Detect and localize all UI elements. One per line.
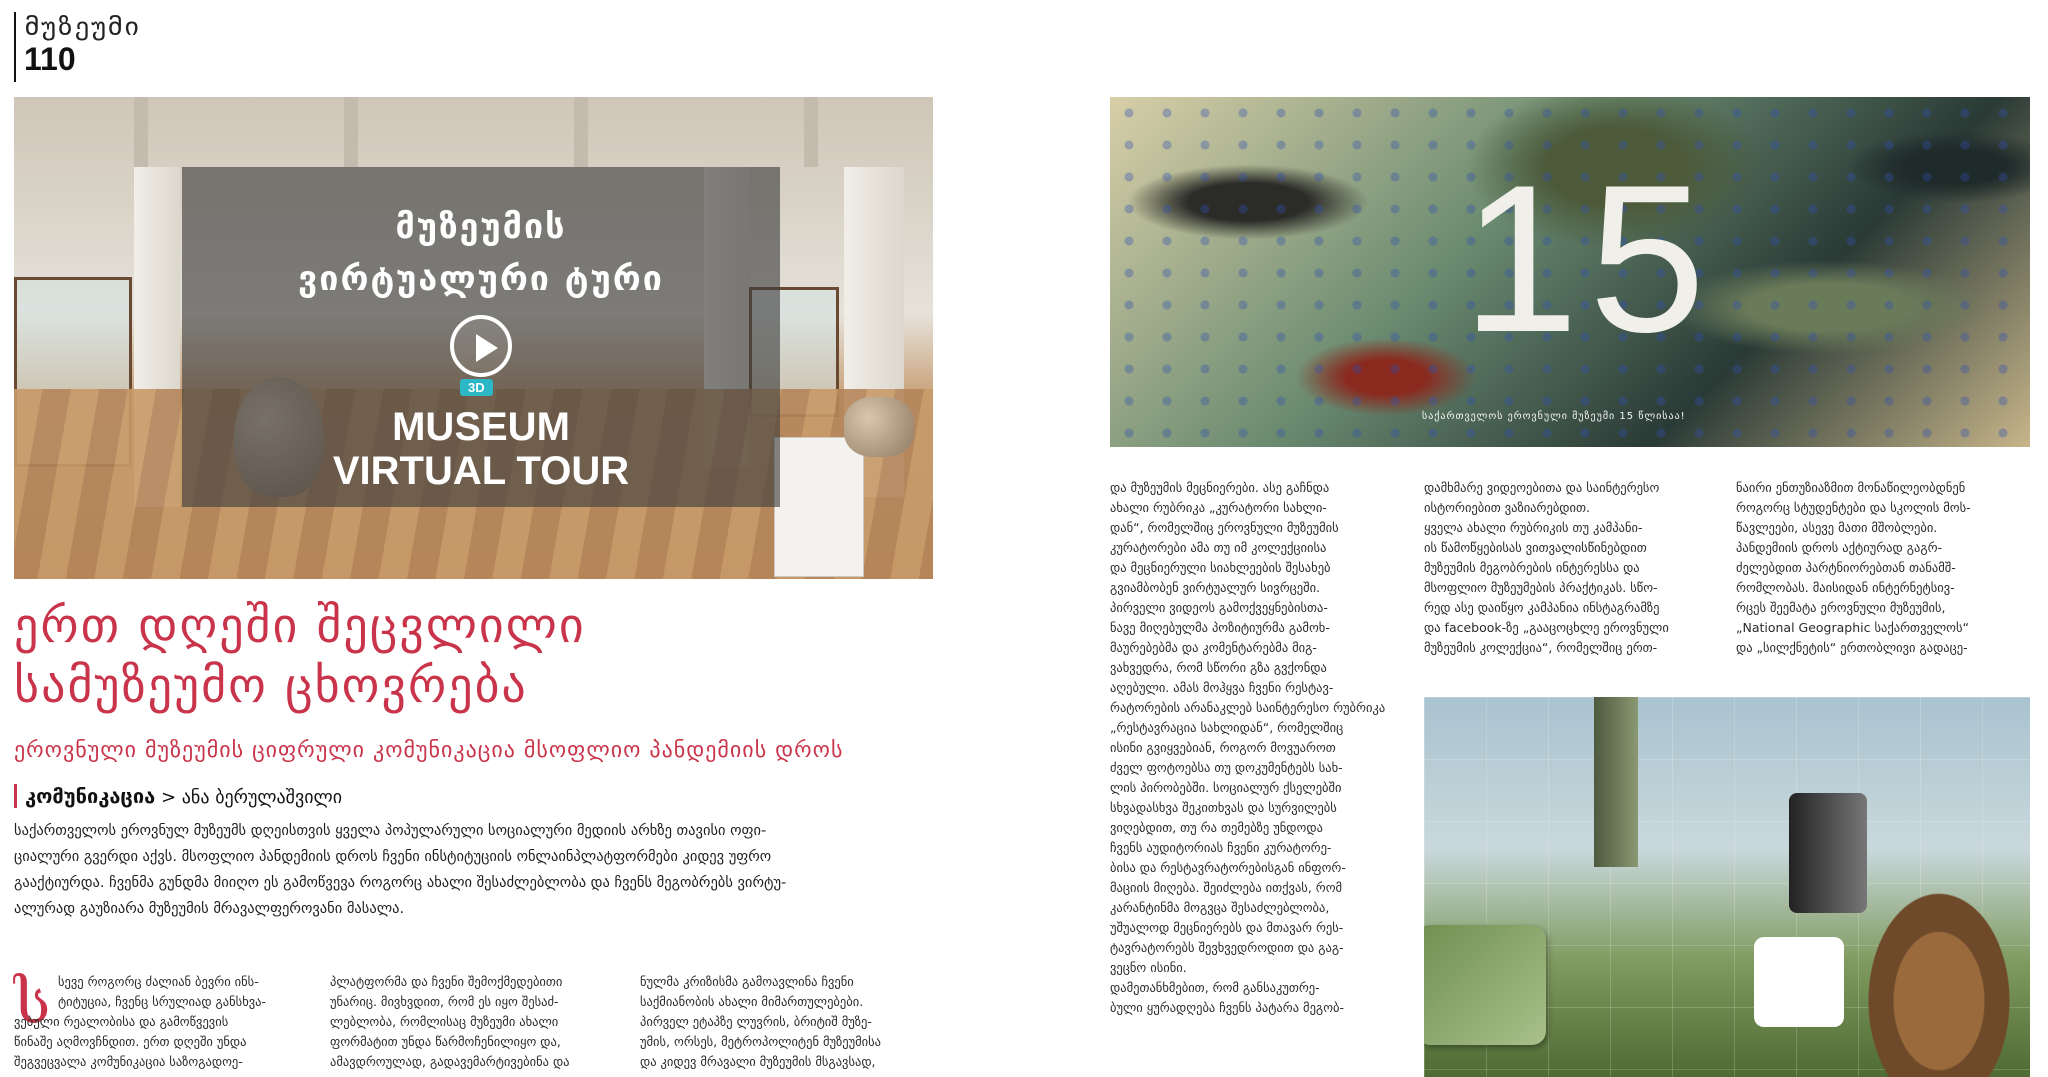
body-column-3 bbox=[640, 972, 932, 1072]
drop-cap: ს bbox=[14, 968, 51, 1038]
play-icon[interactable] bbox=[450, 315, 512, 377]
text-line: ტიტუცია, ჩვენც სრულიად განსხვა- bbox=[58, 994, 266, 1009]
text-line: სევე როგორც ძალიან ბევრი ინს- bbox=[58, 974, 259, 989]
text-line: დან“, რომელშიც ეროვნული მუზეუმის bbox=[1110, 520, 1339, 535]
text-line: როგორც სტუდენტები და სკოლის მოს- bbox=[1736, 500, 1971, 515]
body-column-1 bbox=[14, 972, 308, 1072]
text-line: ისტორიებით ვაზიარებდით. bbox=[1424, 500, 1590, 515]
virtual-tour-overlay[interactable] bbox=[182, 167, 780, 507]
text-line: ის წამოწყებისას ვითვალისწინებდით bbox=[1424, 540, 1647, 555]
text-line: და კიდევ მრავალი მუზეუმის მსგავსად, bbox=[640, 1054, 876, 1069]
anniversary-artwork bbox=[1110, 97, 2030, 447]
text-line: ნაირი ენთუზიაზმით მონაწილეობდნენ bbox=[1736, 480, 1966, 495]
text-line: ძელებდით პარტნიორებთან თანამშ- bbox=[1736, 560, 1956, 575]
section-name: მუზეუმი bbox=[24, 12, 141, 42]
text-line: პლატფორმა და ჩვენი შემოქმედებითი bbox=[330, 974, 563, 989]
text-line: საქმიანობის ახალი მიმართულებები. bbox=[640, 994, 864, 1009]
text-line: „National Geographic საქართველოს“ bbox=[1736, 620, 1969, 635]
ceiling-beam bbox=[574, 97, 588, 167]
tree-trunk bbox=[1594, 697, 1638, 867]
text-line: სხვადასხვა შეკითხვას და სურვილებს bbox=[1110, 800, 1337, 815]
ceiling-beam bbox=[344, 97, 358, 167]
text-line: უშუალოდ მეცნიერებს და მთავარ რეს- bbox=[1110, 920, 1344, 935]
text-line: წინაშე აღმოვჩნდით. ერთ დღეში უნდა bbox=[14, 1034, 247, 1049]
text-line: მაურებებმა და კომენტარებმა მიგ- bbox=[1110, 640, 1317, 655]
artwork-caption: საქართველოს ეროვნული მუზეუმი 15 წლისაა! bbox=[1422, 411, 1686, 422]
tour-en-line1: MUSEUM bbox=[392, 405, 570, 449]
text-line: ძველ ფოტოებსა თუ დოკუმენტებს სახ- bbox=[1110, 760, 1343, 775]
body-column-5 bbox=[1424, 478, 1714, 658]
text-line: დამეთანხმებით, რომ განსაკუთრე- bbox=[1110, 980, 1320, 995]
text-line: ვეცნო ისინი. bbox=[1110, 960, 1187, 975]
text-line: შეგვეცვალა კომუნიკაცია საზოგადოე- bbox=[14, 1054, 243, 1069]
tour-title-line1: მუზეუმის bbox=[395, 207, 567, 247]
text-line: მაციის მიღება. შეიძლება ითქვას, რომ bbox=[1110, 880, 1343, 895]
text-line: ნავე მიღებულმა პოზიტიურმა გამოხ- bbox=[1110, 620, 1330, 635]
text-line: და მუზეუმის მეცნიერები. ასე გაჩნდა bbox=[1110, 480, 1330, 495]
lead-line: გააქტიურდა. ჩვენმა გუნდმა მიიღო ეს გამოწვევა როგორც ახალი შესაძლებლობა და ჩვენს მეგობრებს ვირტუ- bbox=[14, 875, 787, 891]
text-line: ტავრატორებს შევხვედროდით და გაგ- bbox=[1110, 940, 1344, 955]
text-line: ვიღებდით, თუ რა თემებზე უნდოდა bbox=[1110, 820, 1323, 835]
text-line: პირველი ვიდეოს გამოქვეყნებისთა- bbox=[1110, 600, 1328, 615]
exhibit-plinth bbox=[774, 437, 864, 577]
text-line: რცეს შეემატა ეროვნული მუზეუმის, bbox=[1736, 600, 1946, 615]
body-column-4 bbox=[1110, 478, 1406, 1018]
text-line: რედ ასე დაიწყო კამპანია ინსტაგრამზე bbox=[1424, 600, 1660, 615]
body-column-2 bbox=[330, 972, 620, 1072]
author-name: ანა ბერულაშვილი bbox=[181, 787, 343, 808]
museum-hall-photo bbox=[14, 97, 933, 579]
article-lead bbox=[14, 818, 919, 922]
text-line: მუზეუმის კოლექცია“, რომელშიც ერთ- bbox=[1424, 640, 1658, 655]
text-line: ჩვენს აუდიტორიას ჩვენი კურატორე- bbox=[1110, 840, 1332, 855]
text-line: რატორების არანაკლებ საინტერესო რუბრიკა bbox=[1110, 700, 1386, 715]
text-line: ყველა ახალი რუბრიკის თუ კამპანი- bbox=[1424, 520, 1643, 535]
text-line: ამავდროულად, გადავემარტივებინა და bbox=[330, 1054, 570, 1069]
text-line: ვებული რეალობისა და გამოწვევის bbox=[14, 1014, 229, 1029]
page-header bbox=[14, 12, 141, 82]
missing-puzzle-piece bbox=[1754, 937, 1844, 1027]
stone-head bbox=[844, 397, 914, 457]
lead-line: ალურად გაუზიარა მუზეუმის მრავალფეროვანი მასალა. bbox=[14, 901, 405, 917]
article-subtitle: ეროვნული მუზეუმის ციფრული კომუნიკაცია მსოფლიო პანდემიის დროს bbox=[14, 738, 844, 763]
text-line: წავლეები, ასევე მათი მშობლები. bbox=[1736, 520, 1938, 535]
deer-figure bbox=[1864, 887, 2014, 1077]
body-column-6 bbox=[1736, 478, 2032, 658]
text-line: ახალი რუბრიკა „კურატორი სახლი- bbox=[1110, 500, 1327, 515]
text-line: და მეცნიერული სიახლეების შესახებ bbox=[1110, 560, 1331, 575]
text-line: ფორმატით უნდა წარმოჩენილიყო და, bbox=[330, 1034, 561, 1049]
text-line: და „სილქნეტის“ ერთობლივი გადაცე- bbox=[1736, 640, 1968, 655]
byline-separator: > bbox=[160, 787, 177, 808]
text-line: ვახვედრა, რომ სწორი გზა გვქონდა bbox=[1110, 660, 1327, 675]
title-line1: ერთ დღეში შეცვლილი bbox=[14, 598, 586, 654]
text-line: აღებული. ამას მოჰყვა ჩვენი რესტავ- bbox=[1110, 680, 1334, 695]
title-line2: სამუზეუმო ცხოვრება bbox=[14, 658, 528, 714]
rubric-name: კომუნიკაცია bbox=[25, 784, 156, 808]
text-line: რომლობას. მაისიდან ინტერნეტსივ- bbox=[1736, 580, 1955, 595]
lead-line: საქართველოს ეროვნულ მუზეუმს დღეისთვის ყველა პოპულარული სოციალური მედიის არხზე თავისი ოფი- bbox=[14, 823, 767, 839]
text-line: ისინი გვიყვებიან, როგორ მოვუაროთ bbox=[1110, 740, 1336, 755]
lead-line: ციალური გვერდი აქვს. მსოფლიო პანდემიის დროს ჩვენი ინსტიტუციის ონლაინპლატფორმები კიდევ უფრო bbox=[14, 849, 772, 865]
article-title bbox=[14, 596, 586, 716]
page-number: 110 bbox=[24, 41, 76, 77]
text-line: კარანტინმა მოგვცა შესაძლებლობა, bbox=[1110, 900, 1330, 915]
puzzle-painting-photo bbox=[1424, 697, 2030, 1077]
loose-puzzle-piece bbox=[1424, 925, 1546, 1045]
text-line: ლის პირობებში. სოციალურ ქსელებში bbox=[1110, 780, 1342, 795]
text-line: უმის, ორსეს, მეტროპოლიტენ მუზეუმისა bbox=[640, 1034, 882, 1049]
text-line: „რესტავრაცია სახლიდან“, რომელშიც bbox=[1110, 720, 1344, 735]
tour-title-line2: ვირტუალური ტური bbox=[298, 259, 664, 299]
tour-en-line2: VIRTUAL TOUR bbox=[332, 449, 630, 493]
text-line: პანდემიის დროს აქტიურად გაგრ- bbox=[1736, 540, 1943, 555]
dark-stone bbox=[1789, 793, 1867, 913]
text-line: მუზეუმის მეგობრების ინტერესსა და bbox=[1424, 560, 1640, 575]
ceiling-beam bbox=[804, 97, 818, 167]
text-line: პირველ ეტაპზე ლუვრის, ბრიტიშ მუზე- bbox=[640, 1014, 872, 1029]
anniversary-number: 15 bbox=[1462, 141, 1716, 376]
ceiling-beam bbox=[134, 97, 148, 167]
text-line: ბისა და რესტავრატორებისგან ინფორ- bbox=[1110, 860, 1346, 875]
text-line: დამხმარე ვიდეოებითა და საინტერესო bbox=[1424, 480, 1660, 495]
rubric-byline bbox=[14, 784, 342, 808]
text-line: უნარიც. მივხვდით, რომ ეს იყო შესაძ- bbox=[330, 994, 559, 1009]
text-line: კურატორები ამა თუ იმ კოლექციისა bbox=[1110, 540, 1327, 555]
text-line: ლებლობა, რომლისაც მუზეუმი ახალი bbox=[330, 1014, 559, 1029]
text-line: გვიამბობენ ვირტუალურ სივრცეში. bbox=[1110, 580, 1321, 595]
text-line: ბული ყურადღება ჩვენს პატარა მეგობ- bbox=[1110, 1000, 1344, 1015]
text-line: და facebook-ზე „გააცოცხლე ეროვნული bbox=[1424, 620, 1669, 635]
text-line: ნულმა კრიზისმა გამოავლინა ჩვენი bbox=[640, 974, 854, 989]
text-line: მსოფლიო მუზეუმების პრაქტიკას. სწო- bbox=[1424, 580, 1658, 595]
3d-badge: 3D bbox=[460, 379, 493, 396]
